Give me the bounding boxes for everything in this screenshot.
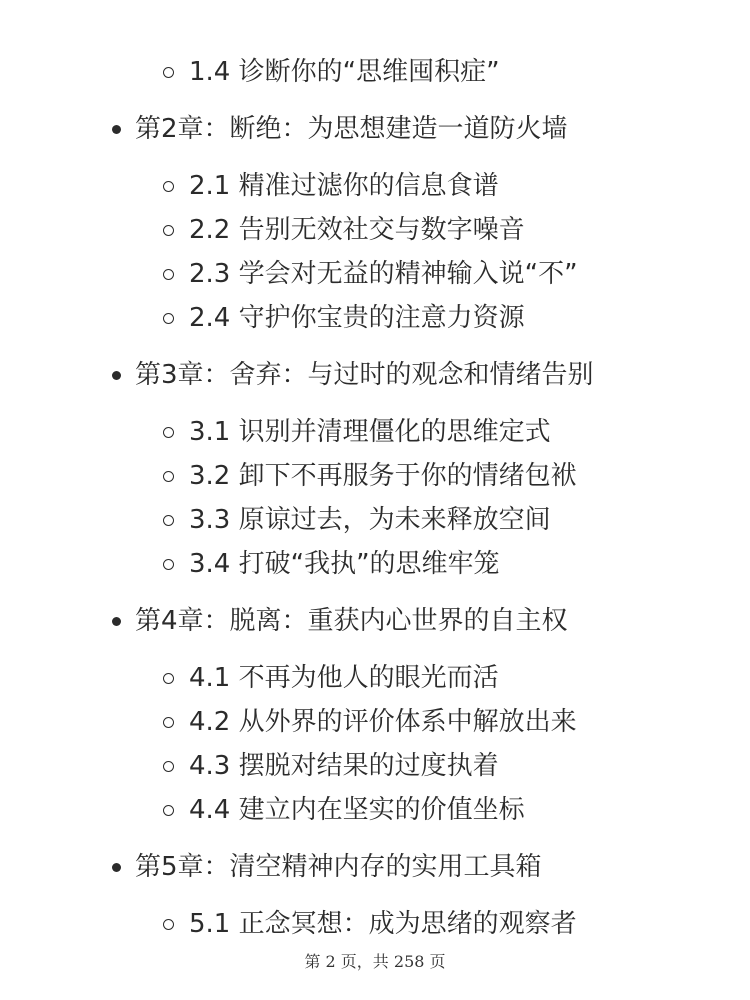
toc-section-label: 3.2 卸下不再服务于你的情绪包袱 <box>189 461 577 491</box>
toc-section-label: 2.3 学会对无益的精神输入说“不” <box>189 259 578 289</box>
disc-bullet-icon <box>112 371 121 380</box>
circle-bullet-icon <box>163 471 174 482</box>
disc-bullet-icon <box>112 125 121 134</box>
toc-section <box>163 454 577 498</box>
circle-bullet-icon <box>163 717 174 728</box>
toc-section-label: 1.4 诊断你的“思维囤积症” <box>189 57 500 87</box>
toc-section-label: 5.1 正念冥想：成为思绪的观察者 <box>189 909 577 939</box>
toc-section <box>163 788 525 832</box>
toc-chapter <box>112 845 542 889</box>
toc-section-label: 3.4 打破“我执”的思维牢笼 <box>189 549 500 579</box>
toc-section-label: 4.2 从外界的评价体系中解放出来 <box>189 707 577 737</box>
toc-section <box>163 296 525 340</box>
toc-chapter <box>112 353 594 397</box>
toc-section-label: 4.4 建立内在坚实的价值坐标 <box>189 795 525 825</box>
toc-section <box>163 542 500 586</box>
circle-bullet-icon <box>163 269 174 280</box>
toc-section <box>163 744 499 788</box>
toc-chapter <box>112 107 568 151</box>
toc-section <box>163 164 499 208</box>
disc-bullet-icon <box>112 617 121 626</box>
toc-chapter <box>112 599 568 643</box>
circle-bullet-icon <box>163 67 174 78</box>
toc-section <box>163 410 551 454</box>
toc-section-label: 4.1 不再为他人的眼光而活 <box>189 663 499 693</box>
toc-section <box>163 700 577 744</box>
toc-section <box>163 252 578 296</box>
circle-bullet-icon <box>163 515 174 526</box>
toc-section <box>163 656 499 700</box>
toc-chapter-label: 第2章：断绝：为思想建造一道防火墙 <box>135 114 568 144</box>
toc-section-label: 2.4 守护你宝贵的注意力资源 <box>189 303 525 333</box>
toc-section-label: 3.3 原谅过去，为未来释放空间 <box>189 505 551 535</box>
circle-bullet-icon <box>163 427 174 438</box>
circle-bullet-icon <box>163 761 174 772</box>
toc-section <box>163 208 525 252</box>
toc-section-label: 4.3 摆脱对结果的过度执着 <box>189 751 499 781</box>
page-number-footer: 第 2 页，共 258 页 <box>304 952 446 971</box>
circle-bullet-icon <box>163 313 174 324</box>
toc-chapter-label: 第5章：清空精神内存的实用工具箱 <box>135 852 542 882</box>
circle-bullet-icon <box>163 919 174 930</box>
toc-chapter-label: 第3章：舍弃：与过时的观念和情绪告别 <box>135 360 594 390</box>
circle-bullet-icon <box>163 181 174 192</box>
disc-bullet-icon <box>112 863 121 872</box>
circle-bullet-icon <box>163 805 174 816</box>
toc-section <box>163 498 551 542</box>
toc-section-label: 2.2 告别无效社交与数字噪音 <box>189 215 525 245</box>
toc-section-label: 2.1 精准过滤你的信息食谱 <box>189 171 499 201</box>
toc-section <box>163 50 500 94</box>
circle-bullet-icon <box>163 559 174 570</box>
circle-bullet-icon <box>163 225 174 236</box>
toc-section <box>163 902 577 946</box>
toc-chapter-label: 第4章：脱离：重获内心世界的自主权 <box>135 606 568 636</box>
circle-bullet-icon <box>163 673 174 684</box>
toc-section-label: 3.1 识别并清理僵化的思维定式 <box>189 417 551 447</box>
